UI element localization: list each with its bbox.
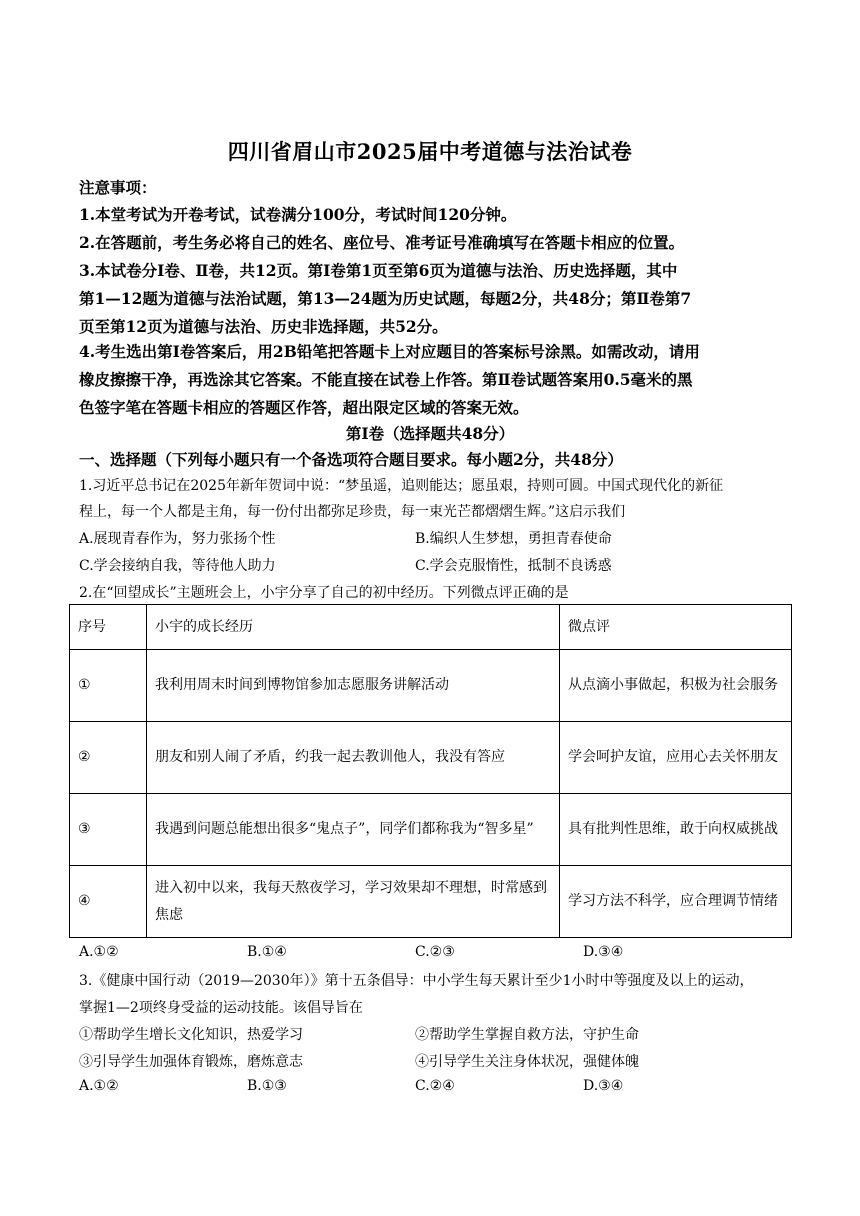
q3-option-b[interactable]: B.①③ (247, 1078, 287, 1094)
table-header-row (70, 605, 792, 650)
notice-line: 橡皮擦擦干净，再选涂其它答案。不能直接在试卷上作答。第Ⅱ卷试题答案用0.5毫米的黑 (79, 370, 693, 389)
table-header-cell: 小宇的成长经历 (147, 605, 560, 650)
q3-statement: ②帮助学生掌握自救方法，守护生命 (415, 1027, 639, 1043)
table-cell: 具有批判性思维，敢于向权威挑战 (560, 794, 792, 866)
table-cell: 学习方法不科学，应合理调节情绪 (560, 866, 792, 938)
table-cell: 从点滴小事做起，积极为社会服务 (560, 650, 792, 722)
notice-line: 页至第12页为道德与法治、历史非选择题，共52分。 (79, 317, 448, 336)
q2-option-b[interactable]: B.①④ (247, 944, 287, 960)
part1-heading: 第Ⅰ卷（选择题共48分） (345, 424, 515, 443)
q3-option-c[interactable]: C.②④ (415, 1078, 455, 1094)
q2-table (69, 604, 792, 938)
q1-stem-line: 程上，每一个人都是主角，每一份付出都弥足珍贵，每一束光芒都熠熠生辉。”这启示我们 (79, 504, 626, 520)
notice-line: 1.本堂考试为开卷考试，试卷满分100分，考试时间120分钟。 (79, 205, 517, 224)
q1-stem-line: 1.习近平总书记在2025年新年贺词中说：“梦虽遥，追则能达；愿虽艰，持则可圆。中国式现代化的新征 (79, 478, 724, 494)
q2-option-a[interactable]: A.①② (79, 944, 119, 960)
q3-stem-line: 3.《健康中国行动（2019—2030年）》第十五条倡导：中小学生每天累计至少1小时中等强度及以上的运动， (79, 973, 754, 989)
q3-option-a[interactable]: A.①② (79, 1078, 119, 1094)
table-cell: ③ (70, 794, 147, 866)
table-cell: ② (70, 722, 147, 794)
q3-statement: ③引导学生加强体育锻炼，磨炼意志 (79, 1054, 303, 1070)
notice-line: 色签字笔在答题卡相应的答题区作答，超出限定区域的答案无效。 (79, 398, 529, 417)
notice-heading: 注意事项： (79, 178, 157, 197)
q3-statement: ④引导学生关注身体状况，强健体魄 (415, 1054, 639, 1070)
q2-stem: 2.在“回望成长”主题班会上，小宇分享了自己的初中经历。下列微点评正确的是 (79, 585, 569, 601)
q1-option-a[interactable]: A.展现青春作为，努力张扬个性 (79, 531, 276, 547)
q1-option-c[interactable]: C.学会接纳自我，等待他人助力 (79, 558, 276, 574)
table-cell: 我利用周末时间到博物馆参加志愿服务讲解活动 (147, 650, 560, 722)
q2-option-d[interactable]: D.③④ (583, 944, 624, 960)
q2-option-c[interactable]: C.②③ (415, 944, 455, 960)
table-row (70, 794, 792, 866)
table-cell: ① (70, 650, 147, 722)
table-cell: ④ (70, 866, 147, 938)
table-cell: 学会呵护友谊，应用心去关怀朋友 (560, 722, 792, 794)
table-cell: 进入初中以来，我每天熬夜学习，学习效果却不理想，时常感到焦虑 (147, 866, 560, 938)
q1-option-b[interactable]: B.编织人生梦想，勇担青春使命 (415, 531, 612, 547)
notice-line: 第1—12题为道德与法治试题，第13—24题为历史试题，每题2分，共48分；第Ⅱ卷第7 (79, 289, 692, 308)
q3-option-d[interactable]: D.③④ (583, 1078, 624, 1094)
q3-statement: ①帮助学生增长文化知识，热爱学习 (79, 1027, 303, 1043)
notice-line: 4.考生选出第Ⅰ卷答案后，用2B铅笔把答题卡上对应题目的答案标号涂黑。如需改动，请用 (79, 342, 700, 361)
notice-line: 2.在答题前，考生务必将自己的姓名、座位号、准考证号准确填写在答题卡相应的位置。 (79, 233, 685, 252)
q3-stem-line: 掌握1—2项终身受益的运动技能。该倡导旨在 (79, 1000, 363, 1016)
table-cell: 朋友和别人闹了矛盾，约我一起去教训他人，我没有答应 (147, 722, 560, 794)
exam-title: 四川省眉山市2025届中考道德与法治试卷 (227, 139, 633, 164)
notice-line: 3.本试卷分Ⅰ卷、Ⅱ卷，共12页。第Ⅰ卷第1页至第6页为道德与法治、历史选择题，其中 (79, 261, 678, 280)
section1-heading: 一、选择题（下列每小题只有一个备选项符合题目要求。每小题2分，共48分） (79, 450, 623, 469)
table-row (70, 650, 792, 722)
q1-option-d[interactable]: C.学会克服惰性，抵制不良诱惑 (415, 558, 612, 574)
table-row (70, 722, 792, 794)
table-cell: 我遇到问题总能想出很多“鬼点子”，同学们都称我为“智多星” (147, 794, 560, 866)
table-header-cell: 微点评 (560, 605, 792, 650)
table-header-cell: 序号 (70, 605, 147, 650)
table-row (70, 866, 792, 938)
